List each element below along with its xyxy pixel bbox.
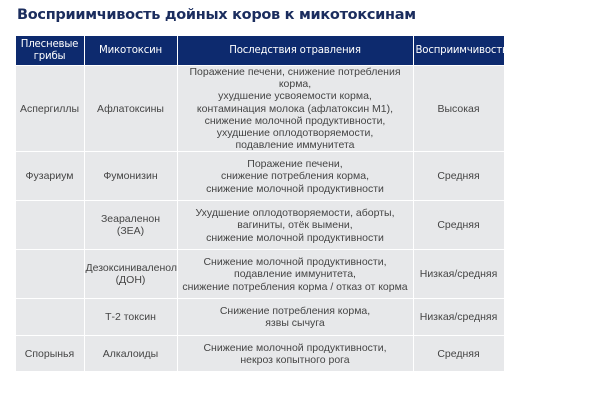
effects-cell: Ухудшение оплодотворяемости, аборты, вагиниты, отёк вымени, снижение молочной продуктивности <box>178 201 413 249</box>
fungus-cell: Фузариум <box>16 152 84 200</box>
mycotoxin-cell: Алкалоиды <box>85 336 177 371</box>
table-row <box>16 201 504 249</box>
table-row <box>16 152 504 200</box>
mycotoxin-cell: Зеараленон (ЗЕА) <box>85 201 177 249</box>
effects-cell: Снижение молочной продуктивности, подавление иммунитета, снижение потребления корма / отказ от корма <box>178 250 413 298</box>
mycotoxin-cell: Т-2 токсин <box>85 299 177 335</box>
mycotoxin-cell: Фумонизин <box>85 152 177 200</box>
effects-cell: Поражение печени, снижение потребления корма, снижение молочной продуктивности <box>178 152 413 200</box>
susceptibility-cell: Средняя <box>414 336 504 371</box>
fungus-cell: Спорынья <box>16 336 84 371</box>
effects-cell: Снижение потребления корма, язвы сычуга <box>178 299 413 335</box>
header-fungi: Плесневые грибы <box>16 36 84 65</box>
mycotoxin-table <box>15 35 508 372</box>
header-mycotoxin: Микотоксин <box>85 36 177 65</box>
header-effects: Последствия отравления <box>178 36 413 65</box>
fungus-cell <box>16 299 84 335</box>
table-row <box>16 250 504 298</box>
susceptibility-cell: Низкая/средняя <box>414 299 504 335</box>
page-title: Восприимчивость дойных коров к микотоксинам <box>17 7 416 23</box>
effects-cell: Снижение молочной продуктивности, некроз копытного рога <box>178 336 413 371</box>
susceptibility-cell: Средняя <box>414 201 504 249</box>
susceptibility-cell: Низкая/средняя <box>414 250 504 298</box>
susceptibility-cell: Средняя <box>414 152 504 200</box>
mycotoxin-cell: Афлатоксины <box>85 66 177 151</box>
fungus-cell <box>16 250 84 298</box>
mycotoxin-cell: Дезоксиниваленол (ДОН) <box>85 250 177 298</box>
effects-cell: Поражение печени, снижение потребления корма, ухудшение усвояемости корма, контаминация молока (афлатоксин М1), снижение молочной продуктивности, ухудшение оплодотворяемости, подавление иммунитета <box>178 66 413 151</box>
table-row <box>16 66 504 151</box>
fungus-cell: Аспергиллы <box>16 66 84 151</box>
header-susceptibility: Восприимчивость <box>414 36 504 65</box>
table-header-row <box>16 36 504 65</box>
table-row <box>16 299 504 335</box>
susceptibility-cell: Высокая <box>414 66 504 151</box>
table-row <box>16 336 504 371</box>
fungus-cell <box>16 201 84 249</box>
